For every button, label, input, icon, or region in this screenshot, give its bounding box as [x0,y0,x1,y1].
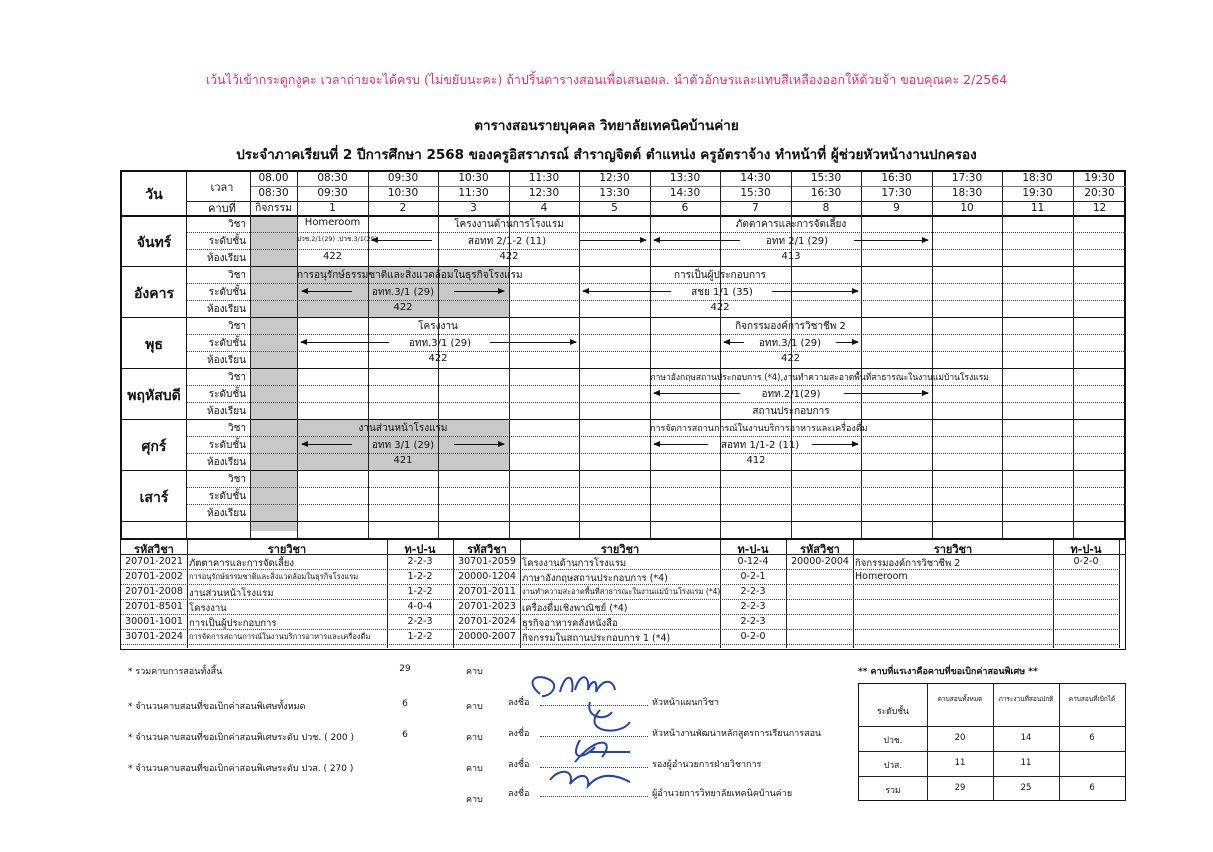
time-label: 17:30 [881,187,912,199]
mon-b-subject: ภัตตาคารและการจัดเลี้ยง [735,219,847,230]
time-label: 18:30 [1022,172,1053,184]
course-name: การเป็นผู้ประกอบการ [189,618,277,629]
mon-a-level: สอทท 2/1-2 (11) [467,236,547,247]
time-label: 12:30 [528,187,560,199]
course-code: 20000-1204 [458,571,516,582]
row-label: ห้องเรียน [207,406,246,417]
signer-title: หัวหน้างานพัฒนาหลักสูตรการเรียนการสอน [652,729,822,739]
course-name: กิจกรรมองค์การวิชาชีพ 2 [855,558,961,569]
time-label: 11:30 [458,187,489,199]
summary-cell: ปวช. [883,736,903,746]
course-table-header: รายวิชา [933,543,973,556]
period-header: คาบที่ [208,202,236,215]
time-label: 13:30 [599,187,630,199]
time-label: 15:30 [740,187,771,199]
row-label: ห้องเรียน [207,355,246,366]
row-label: ระดับชั้น [208,236,246,247]
course-tpn: 2-2-3 [740,616,766,627]
wed-a-level: อทท.3/1 (29) [408,338,472,349]
footer-label: * จำนวนคาบสอนที่ขอเบิกค่าสอนพิเศษทั้งหมด [128,702,306,712]
wed-b-room: 422 [780,353,801,364]
footer-unit: คาบ [466,667,483,677]
period-number: 5 [611,202,618,214]
time-label: 16:30 [810,187,842,199]
course-code: 20000-2004 [791,556,849,567]
footer-value: 29 [399,664,411,674]
notice-text: เว้นไว้เข้ากระดูกงูคะ เวลาถ่ายจะได้ครบ (ไม่ขยับนะคะ) ถ้าปริ้นตารางสอนเพื่อเสนอผล. นำตัวอักษรและแทบสีเหลืองออกให้ด้วยจ้า ขอบคุณคะ 2/2564 [205,72,1008,87]
time-label: 10:30 [458,172,489,184]
time-label: 09:30 [387,172,419,184]
course-table-header: ท-ป-น [737,543,769,556]
course-tpn: 2-2-3 [740,601,766,612]
period-number: 11 [1030,202,1045,214]
period-number: กิจกรรม [254,202,293,214]
period-number: 10 [960,202,974,214]
course-code: 20701-2023 [458,601,516,612]
period-number: 8 [822,202,830,214]
summary-header: ภาระงานที่สอนปกติ [998,695,1054,703]
day-header: วัน [145,187,163,203]
course-name: โครงงาน [189,603,227,614]
summary-cell: 11 [954,758,966,768]
fri-a-subject: งานส่วนหน้าโรงแรม [358,423,448,434]
special-note: ** คาบที่แรเงาคือคาบที่ขอเบิกค่าสอนพิเศษ ** [858,667,1038,677]
time-label: 08:30 [317,172,348,184]
course-code: 20000-2007 [458,631,516,642]
day-name: จันทร์ [136,235,172,251]
course-tpn: 2-2-3 [407,556,433,567]
course-name: ภาษาอังกฤษสถานประกอบการ (*4) [522,573,668,584]
footer-unit: คาบ [466,702,483,712]
period-number: 12 [1092,202,1107,214]
time-label: 14:30 [669,187,701,199]
signature-image [520,662,670,802]
sign-label: ลงชื่อ [508,789,530,799]
time-label: 19:30 [1084,172,1115,184]
row-label: ห้องเรียน [207,457,246,468]
course-tpn: 1-2-2 [407,571,433,582]
time-label: 20:30 [1084,187,1115,199]
course-table-header: ท-ป-น [404,543,436,556]
row-label: ระดับชั้น [208,491,246,502]
course-code: 30701-2024 [125,631,183,642]
tue-a-room: 422 [393,302,413,313]
course-code: 20701-2021 [125,556,183,567]
course-code: 20701-8501 [125,601,183,612]
row-label: ห้องเรียน [207,508,246,519]
wed-b-subject: กิจกรรมองค์การวิชาชีพ 2 [735,321,846,332]
course-name: งานทำความสะอาดพื้นที่สาธารณะในงานแม่บ้านโรงแรม (*4) [522,587,721,596]
thu-b-subject: ภาษาอังกฤษสถานประกอบการ (*4),งานทำความสะอาดพื้นที่สาธารณะในงานแม่บ้านโรงแรม [650,373,989,383]
footer-label: * รวมคาบการสอนทั้งสิ้น [128,667,223,677]
sign-label: ลงชื่อ [508,729,530,739]
footer-label: * จำนวนคาบสอนที่ขอเบิกค่าสอนพิเศษระดับ ปวช. ( 200 ) [128,733,354,743]
summary-cell: 14 [1020,733,1032,743]
course-code: 20701-2008 [125,586,183,597]
time-label: 11:30 [528,172,560,184]
course-table-header: รหัสวิชา [467,543,507,556]
mon-homeroom-subject: Homeroom [304,217,361,228]
course-table-header: รายวิชา [600,543,640,556]
day-name: พุธ [145,337,163,353]
day-name: ศุกร์ [141,439,167,455]
day-name: เสาร์ [139,490,169,506]
row-label: ระดับชั้น [208,287,246,298]
fri-b-subject: การจัดการสถานการณ์ในงานบริการอาหารและเครื่องดื่ม [650,424,868,434]
summary-cell: ปวส. [883,761,903,771]
mon-homeroom-level: ปวช.2/1(29) ,ปวช.3/1(29) [297,235,378,243]
summary-cell: 6 [1089,733,1095,743]
row-label: วิชา [227,474,246,485]
time-label: 08.00 [258,172,289,184]
time-label: 10:30 [387,187,419,199]
course-name: โครงงานด้านการโรงแรม [522,558,627,569]
row-label: วิชา [227,321,246,332]
course-name: เครื่องดื่มเชิงพาณิชย์ (*4) [522,603,628,614]
course-table-header: รหัสวิชา [800,543,840,556]
mon-b-room: 413 [781,251,801,262]
signer-title: หัวหน้าแผนกวิชา [652,698,720,708]
course-name: ภัตตาคารและการจัดเลี้ยง [189,558,294,569]
summary-cell: รวม [885,786,901,796]
page-title: ตารางสอนรายบุคคล วิทยาลัยเทคนิคบ้านค่าย [474,118,739,134]
row-label: ห้องเรียน [207,304,246,315]
tue-b-level: สชย 1/1 (35) [691,287,753,298]
time-label: 17:30 [951,172,983,184]
thu-b-level: อทท.2/1(29) [761,389,821,400]
footer-value: 6 [402,730,408,740]
thu-b-room: สถานประกอบการ [752,406,830,417]
mon-homeroom-room: 422 [322,251,343,262]
wed-a-subject: โครงงาน [418,321,458,332]
time-header: เวลา [210,181,234,194]
course-tpn: 0-12-4 [737,556,769,567]
footer-label: * จำนวนคาบสอนที่ขอเบิกค่าสอนพิเศษระดับ ปวส. ( 270 ) [128,764,354,774]
period-number: 7 [752,202,759,214]
time-label: 09:30 [317,187,348,199]
course-code: 30001-1001 [125,616,183,627]
row-label: วิชา [227,270,246,281]
row-label: วิชา [227,423,246,434]
period-number: 3 [470,202,477,214]
fri-b-room: 412 [746,455,766,466]
course-tpn: 1-2-2 [407,586,433,597]
course-name: Homeroom [855,571,908,582]
schedule-grid [120,170,1126,540]
course-code: 30701-2059 [458,556,516,567]
course-code: 20701-2002 [125,571,183,582]
tue-a-subject: การอนุรักษ์ธรรมชาติและสิ่งแวดล้อมในธุรกิจโรงแรม [297,270,523,281]
signer-title: ผู้อำนวยการวิทยาลัยเทคนิคบ้านค่าย [652,789,793,799]
period-number: 2 [399,202,407,214]
course-code: 20701-2024 [458,616,516,627]
time-label: 13:30 [669,172,701,184]
footer-unit: คาบ [466,795,483,805]
time-label: 08:30 [258,187,289,199]
time-label: 14:30 [740,172,771,184]
fri-a-room: 421 [393,455,413,466]
time-label: 18:30 [951,187,983,199]
course-table [120,540,1126,650]
sign-label: ลงชื่อ [508,698,530,708]
course-tpn: 1-2-2 [407,631,433,642]
row-label: วิชา [227,372,246,383]
mon-a-room: 422 [499,251,519,262]
signer-title: รองผู้อำนวยการฝ่ายวิชาการ [652,760,762,770]
period-number: 6 [681,202,689,214]
mon-b-level: อทท 2/1 (29) [765,236,829,247]
course-name: งานส่วนหน้าโรงแรม [189,588,274,599]
summary-cell: 29 [954,783,966,793]
tue-a-level: อทท.3/1 (29) [371,287,435,298]
course-name: ธุรกิจอาหารคลังหนังสือ [522,618,618,629]
footer-unit: คาบ [466,764,483,774]
day-name: อังคาร [134,286,174,302]
course-name: การอนุรักษ์ธรรมชาติและสิ่งแวดล้อมในธุรกิจโรงแรม [189,572,359,581]
summary-header: ระดับชั้น [877,707,909,717]
summary-header: คาบสอนทั้งหมด [937,695,983,703]
period-number: 4 [540,202,548,214]
summary-cell: 6 [1089,783,1095,793]
row-label: ห้องเรียน [207,253,246,264]
wed-a-room: 422 [428,353,448,364]
course-code: 20701-2011 [458,586,516,597]
footer-unit: คาบ [466,733,483,743]
course-tpn: 2-2-3 [740,586,766,597]
period-number: 9 [893,202,900,214]
mon-a-subject: โครงงานด้านการโรงแรม [454,219,564,230]
wed-b-level: อทท.3/1 (29) [758,338,822,349]
time-label: 12:30 [599,172,630,184]
summary-header: คาบสอนที่เบิกได้ [1068,695,1116,703]
course-table-header: รายวิชา [267,543,307,556]
row-label: วิชา [227,219,246,230]
footer-value: 6 [402,699,408,709]
summary-cell: 20 [954,733,966,743]
course-table-header: ท-ป-น [1070,543,1102,556]
tue-b-room: 422 [710,302,730,313]
row-label: ระดับชั้น [208,440,246,451]
summary-cell: 11 [1020,758,1032,768]
day-name: พฤหัสบดี [127,388,181,404]
period-number: 1 [329,202,336,214]
fri-a-level: อทท 3/1 (29) [371,440,435,451]
course-tpn: 2-2-3 [407,616,433,627]
course-tpn: 0-2-0 [740,631,766,642]
time-label: 15:30 [810,172,842,184]
tue-b-subject: การเป็นผู้ประกอบการ [673,270,767,281]
row-label: ระดับชั้น [208,338,246,349]
course-name: การจัดการสถานการณ์ในงานบริการอาหารและเครื่องดื่ม [189,632,371,641]
course-table-header: รหัสวิชา [134,543,174,556]
course-name: กิจกรรมในสถานประกอบการ 1 (*4) [522,633,671,644]
sign-label: ลงชื่อ [508,760,530,770]
time-label: 16:30 [881,172,912,184]
summary-cell: 25 [1020,783,1032,793]
summary-table [858,683,1126,801]
fri-b-level: สอทท 1/1-2 (11) [720,440,800,451]
course-tpn: 4-0-4 [407,601,433,612]
course-tpn: 0-2-0 [1073,556,1099,567]
row-label: ระดับชั้น [208,389,246,400]
page-subtitle: ประจำภาคเรียนที่ 2 ปีการศึกษา 2568 ของครูอิสราภรณ์ สำราญจิตต์ ตำแหน่ง ครูอัตราจ้าง ทำหน้าที่ ผู้ช่วยหัวหน้างานปกครอง [236,147,977,163]
course-tpn: 0-2-1 [740,571,766,582]
time-label: 19:30 [1022,187,1053,199]
